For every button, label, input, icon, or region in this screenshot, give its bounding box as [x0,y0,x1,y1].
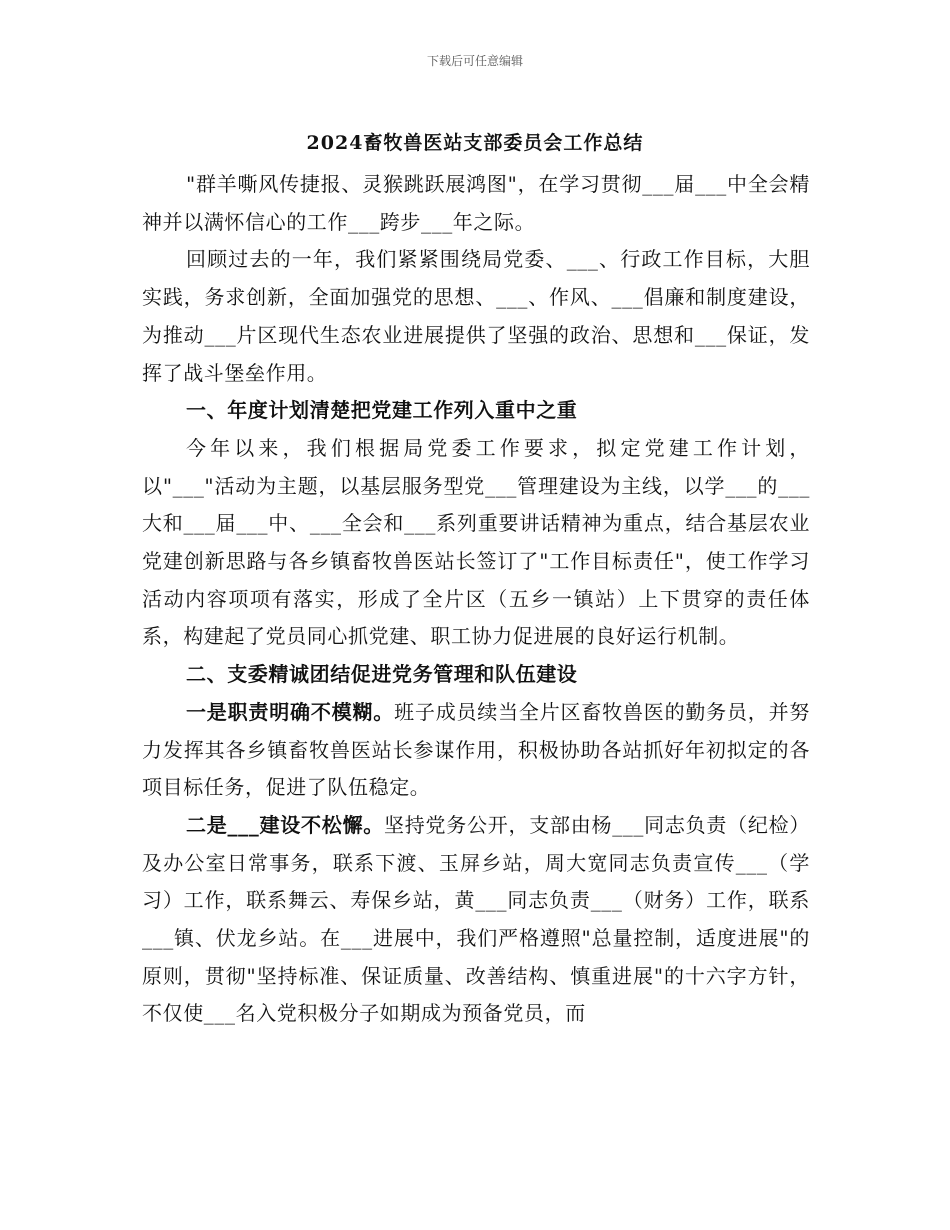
page-header-note: 下载后可任意编辑 [426,54,523,68]
paragraph-construction [142,807,810,1033]
section-heading-2: 二、支委精诚团结促进党务管理和队伍建设 [186,662,578,687]
paragraph-review: 回顾过去的一年，我们紧紧围绕局党委、___、行政工作目标，大胆实践，务求创新，全面加强党的思想、___、作风、___倡廉和制度建设，为推动___片区现代生态农业进展提供了坚强的政治、思想和___保证，发挥了战斗堡垒作用。 [142,247,810,385]
paragraph-duty-text: 班子成员续当全片区畜牧兽医的勤务员，并努力发挥其各乡镇畜牧兽医站长参谋作用，积极协助各站抓好年初拟定的各项目标任务，促进了队伍稳定。 [142,699,811,800]
paragraph-annual-plan: 今年以来，我们根据局党委工作要求，拟定党建工作计划，以"___"活动为主题，以基层服务型党___管理建设为主线，以学___的___大和___届___中、___全会和___系列重要讲话精神为重点，结合基层农业党建创新思路与各乡镇畜牧兽医站长签订了"工作目标责任"，使工作学习活动内容项项有落实，形成了全片区（五乡一镇站）上下贯穿的责任体系，构建起了党员同心抓党建、职工协力促进展的良好运行机制。 [142,435,810,649]
paragraph-duty [142,694,810,807]
document-title: 2024畜牧兽医站支部委员会工作总结 [306,132,644,154]
paragraph-construction-lead: 二是___建设不松懈。 [186,812,384,837]
paragraph-construction-text: 坚持党务公开，支部由杨___同志负责（纪检）及办公室日常事务，联系下渡、玉屏乡站，周大宽同志负责宣传___（学习）工作，联系舞云、寿保乡站，黄___同志负责___（财务）工作，联系___镇、伏龙乡站。在___进展中，我们严格遵照"总量控制，适度进展"的原则，贯彻"坚持标准、保证质量、改善结构、慎重进展"的十六字方针，不仅使___名入党积极分子如期成为预备党员，而 [142,812,810,1026]
document-body [142,166,810,1033]
paragraph-duty-lead: 一是职责明确不模糊。 [186,699,395,724]
section-heading-1: 一、年度计划清楚把党建工作列入重中之重 [186,398,578,423]
paragraph-intro: "群羊嘶风传捷报、灵猴跳跃展鸿图"，在学习贯彻___届___中全会精神并以满怀信心的工作___跨步___年之际。 [142,172,810,234]
